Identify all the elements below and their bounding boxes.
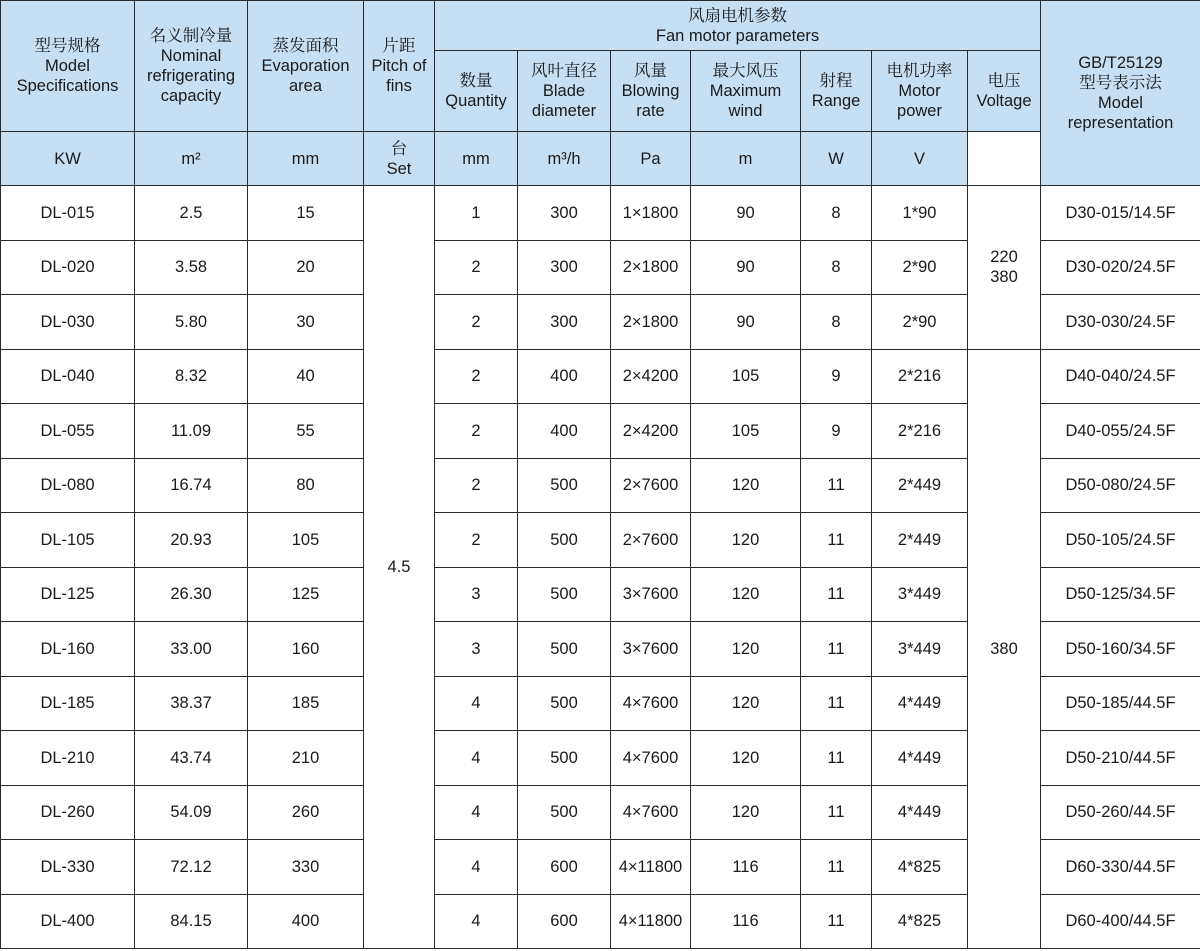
cell-blowing: 4×7600 <box>611 731 691 786</box>
cell-max-wind: 120 <box>691 622 801 677</box>
table-row <box>1 349 1200 404</box>
cell-area: 105 <box>248 513 364 568</box>
cell-max-wind: 105 <box>691 404 801 459</box>
cell-power: 4*825 <box>872 894 968 949</box>
cell-gb: D50-260/44.5F <box>1041 785 1200 840</box>
header-blade: 风叶直径 Blade diameter <box>518 51 611 132</box>
cell-capacity: 11.09 <box>135 404 248 459</box>
cell-max-wind: 116 <box>691 894 801 949</box>
cell-range: 9 <box>801 404 872 459</box>
cell-blade: 500 <box>518 513 611 568</box>
cell-blowing: 2×4200 <box>611 404 691 459</box>
cell-model: DL-210 <box>1 731 135 786</box>
cell-capacity: 54.09 <box>135 785 248 840</box>
cell-blowing: 4×11800 <box>611 840 691 895</box>
cell-quantity: 3 <box>435 567 518 622</box>
cell-blade: 600 <box>518 894 611 949</box>
cell-blowing: 2×4200 <box>611 349 691 404</box>
header-voltage: 电压 Voltage <box>968 51 1041 132</box>
cell-power: 4*449 <box>872 731 968 786</box>
cell-model: DL-020 <box>1 240 135 295</box>
cell-capacity: 26.30 <box>135 567 248 622</box>
cell-capacity: 84.15 <box>135 894 248 949</box>
cell-blade: 600 <box>518 840 611 895</box>
cell-voltage: 380 <box>968 349 1041 949</box>
unit-max-wind: Pa <box>611 132 691 186</box>
cell-model: DL-125 <box>1 567 135 622</box>
cell-model: DL-400 <box>1 894 135 949</box>
cell-quantity: 4 <box>435 894 518 949</box>
cell-blade: 500 <box>518 622 611 677</box>
cell-capacity: 20.93 <box>135 513 248 568</box>
cell-quantity: 4 <box>435 676 518 731</box>
cell-capacity: 5.80 <box>135 295 248 350</box>
cell-blowing: 4×11800 <box>611 894 691 949</box>
cell-area: 125 <box>248 567 364 622</box>
cell-gb: D40-055/24.5F <box>1041 404 1200 459</box>
unit-blade: mm <box>435 132 518 186</box>
header-range: 射程 Range <box>801 51 872 132</box>
cell-power: 3*449 <box>872 622 968 677</box>
cell-pitch: 4.5 <box>364 186 435 949</box>
cell-power: 4*825 <box>872 840 968 895</box>
cell-area: 210 <box>248 731 364 786</box>
unit-power: W <box>801 132 872 186</box>
cell-gb: D60-400/44.5F <box>1041 894 1200 949</box>
cell-max-wind: 120 <box>691 513 801 568</box>
cell-model: DL-080 <box>1 458 135 513</box>
cell-gb: D50-185/44.5F <box>1041 676 1200 731</box>
cell-range: 11 <box>801 731 872 786</box>
cell-gb: D50-080/24.5F <box>1041 458 1200 513</box>
cell-area: 15 <box>248 186 364 241</box>
unit-range: m <box>691 132 801 186</box>
cell-model: DL-055 <box>1 404 135 459</box>
cell-blade: 400 <box>518 349 611 404</box>
cell-area: 400 <box>248 894 364 949</box>
cell-blade: 400 <box>518 404 611 459</box>
cell-max-wind: 90 <box>691 295 801 350</box>
cell-blowing: 2×7600 <box>611 513 691 568</box>
cell-blade: 500 <box>518 731 611 786</box>
cell-max-wind: 120 <box>691 567 801 622</box>
cell-power: 2*90 <box>872 240 968 295</box>
cell-blade: 500 <box>518 458 611 513</box>
cell-model: DL-040 <box>1 349 135 404</box>
cell-gb: D50-125/34.5F <box>1041 567 1200 622</box>
cell-blade: 500 <box>518 676 611 731</box>
cell-range: 11 <box>801 840 872 895</box>
cell-blowing: 2×1800 <box>611 295 691 350</box>
cell-model: DL-015 <box>1 186 135 241</box>
cell-blowing: 2×1800 <box>611 240 691 295</box>
cell-capacity: 16.74 <box>135 458 248 513</box>
cell-blade: 500 <box>518 567 611 622</box>
cell-quantity: 2 <box>435 458 518 513</box>
cell-range: 11 <box>801 513 872 568</box>
cell-power: 2*90 <box>872 295 968 350</box>
cell-model: DL-160 <box>1 622 135 677</box>
cell-voltage: 220 380 <box>968 186 1041 350</box>
cell-capacity: 8.32 <box>135 349 248 404</box>
cell-blade: 300 <box>518 295 611 350</box>
cell-area: 20 <box>248 240 364 295</box>
cell-model: DL-260 <box>1 785 135 840</box>
cell-model: DL-185 <box>1 676 135 731</box>
header-fan-group: 风扇电机参数 Fan motor parameters <box>435 1 1041 51</box>
table-header <box>1 1 1200 186</box>
cell-blowing: 4×7600 <box>611 785 691 840</box>
cell-power: 2*216 <box>872 404 968 459</box>
header-pitch: 片距 Pitch of fins <box>364 1 435 132</box>
cell-quantity: 4 <box>435 785 518 840</box>
header-power: 电机功率 Motor power <box>872 51 968 132</box>
cell-range: 11 <box>801 458 872 513</box>
cell-capacity: 38.37 <box>135 676 248 731</box>
cell-blade: 300 <box>518 186 611 241</box>
unit-blowing: m³/h <box>518 132 611 186</box>
cell-gb: D30-015/14.5F <box>1041 186 1200 241</box>
cell-gb: D60-330/44.5F <box>1041 840 1200 895</box>
cell-area: 260 <box>248 785 364 840</box>
header-blowing: 风量 Blowing rate <box>611 51 691 132</box>
cell-model: DL-105 <box>1 513 135 568</box>
cell-quantity: 1 <box>435 186 518 241</box>
cell-max-wind: 120 <box>691 458 801 513</box>
cell-area: 80 <box>248 458 364 513</box>
header-max-wind: 最大风压 Maximum wind <box>691 51 801 132</box>
cell-quantity: 2 <box>435 240 518 295</box>
cell-range: 9 <box>801 349 872 404</box>
header-quantity: 数量 Quantity <box>435 51 518 132</box>
unit-capacity: KW <box>1 132 135 186</box>
cell-range: 8 <box>801 186 872 241</box>
unit-pitch: mm <box>248 132 364 186</box>
cell-quantity: 4 <box>435 731 518 786</box>
cell-gb: D50-105/24.5F <box>1041 513 1200 568</box>
cell-power: 2*216 <box>872 349 968 404</box>
unit-voltage: V <box>872 132 968 186</box>
cell-quantity: 2 <box>435 349 518 404</box>
cell-area: 185 <box>248 676 364 731</box>
cell-quantity: 2 <box>435 513 518 568</box>
cell-max-wind: 120 <box>691 676 801 731</box>
table-body <box>1 186 1200 949</box>
cell-max-wind: 90 <box>691 240 801 295</box>
cell-max-wind: 120 <box>691 785 801 840</box>
cell-area: 55 <box>248 404 364 459</box>
header-model: 型号规格 Model Specifications <box>1 1 135 132</box>
cell-blade: 500 <box>518 785 611 840</box>
cell-blowing: 4×7600 <box>611 676 691 731</box>
header-capacity: 名义制冷量 Nominal refrigerating capacity <box>135 1 248 132</box>
cell-max-wind: 90 <box>691 186 801 241</box>
cell-range: 11 <box>801 785 872 840</box>
cell-gb: D30-030/24.5F <box>1041 295 1200 350</box>
unit-area: m² <box>135 132 248 186</box>
cell-area: 40 <box>248 349 364 404</box>
cell-area: 330 <box>248 840 364 895</box>
cell-range: 11 <box>801 622 872 677</box>
cell-quantity: 3 <box>435 622 518 677</box>
cell-quantity: 2 <box>435 295 518 350</box>
cell-gb: D40-040/24.5F <box>1041 349 1200 404</box>
header-gb: GB/T25129 型号表示法 Model representation <box>1041 1 1200 186</box>
cell-power: 1*90 <box>872 186 968 241</box>
cell-gb: D30-020/24.5F <box>1041 240 1200 295</box>
cell-power: 4*449 <box>872 676 968 731</box>
table-row <box>1 186 1200 241</box>
cell-range: 11 <box>801 894 872 949</box>
cell-capacity: 2.5 <box>135 186 248 241</box>
cell-range: 11 <box>801 676 872 731</box>
cell-area: 160 <box>248 622 364 677</box>
unit-quantity: 台 Set <box>364 132 435 186</box>
cell-capacity: 43.74 <box>135 731 248 786</box>
header-area: 蒸发面积 Evaporation area <box>248 1 364 132</box>
cell-power: 2*449 <box>872 513 968 568</box>
cell-blowing: 1×1800 <box>611 186 691 241</box>
cell-power: 3*449 <box>872 567 968 622</box>
cell-gb: D50-160/34.5F <box>1041 622 1200 677</box>
cell-gb: D50-210/44.5F <box>1041 731 1200 786</box>
cell-capacity: 72.12 <box>135 840 248 895</box>
cell-blowing: 3×7600 <box>611 622 691 677</box>
cell-capacity: 3.58 <box>135 240 248 295</box>
cell-blowing: 3×7600 <box>611 567 691 622</box>
cell-power: 2*449 <box>872 458 968 513</box>
cell-max-wind: 105 <box>691 349 801 404</box>
cell-max-wind: 120 <box>691 731 801 786</box>
cell-blowing: 2×7600 <box>611 458 691 513</box>
cell-model: DL-030 <box>1 295 135 350</box>
cell-capacity: 33.00 <box>135 622 248 677</box>
cell-range: 11 <box>801 567 872 622</box>
cell-range: 8 <box>801 295 872 350</box>
cell-max-wind: 116 <box>691 840 801 895</box>
cell-quantity: 4 <box>435 840 518 895</box>
cell-quantity: 2 <box>435 404 518 459</box>
cell-power: 4*449 <box>872 785 968 840</box>
cell-range: 8 <box>801 240 872 295</box>
cell-area: 30 <box>248 295 364 350</box>
cell-model: DL-330 <box>1 840 135 895</box>
cell-blade: 300 <box>518 240 611 295</box>
